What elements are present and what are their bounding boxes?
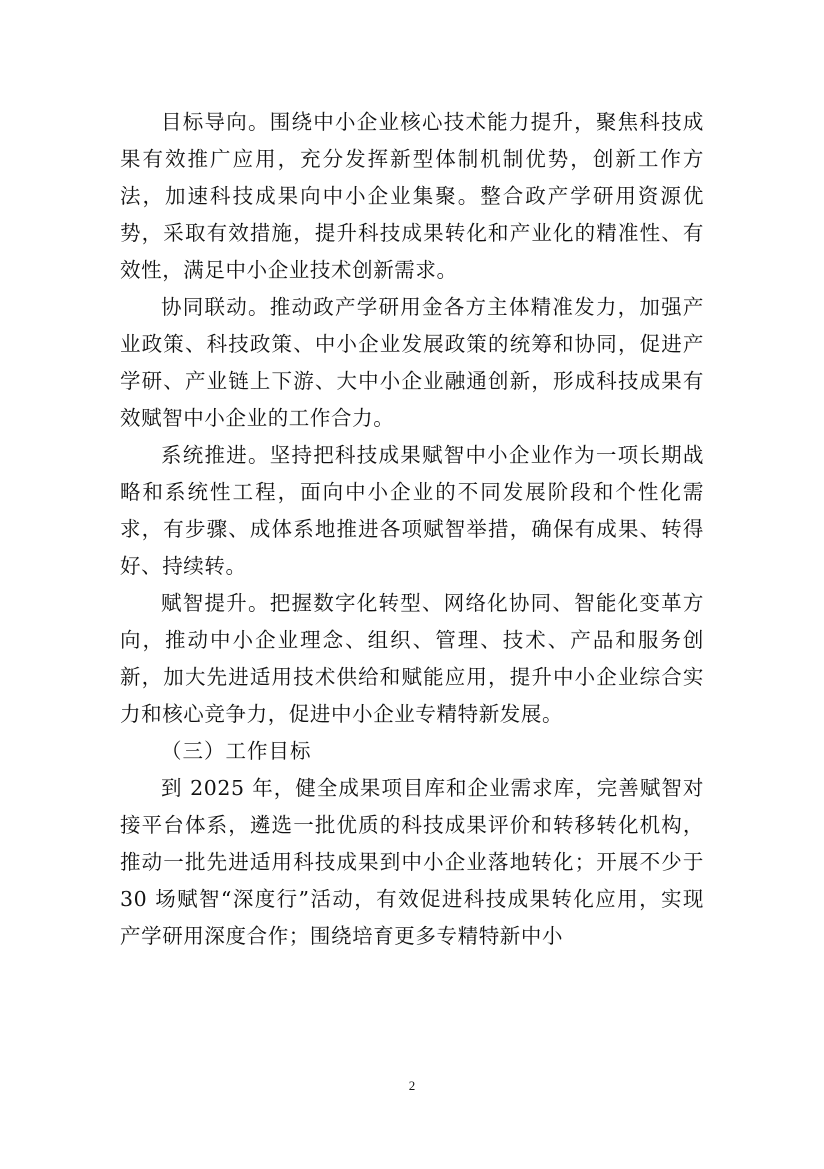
paragraph-work-goals: 到 2025 年，健全成果项目库和企业需求库，完善赋智对接平台体系，遴选一批优质的科技成果评价和转移转化机构，推动一批先进适用科技成果到中小企业落地转化；开展不少于 30 场赋智“深度行”活动，有效促进科技成果转化应用，实现产学研用深度合作；围绕培育更多专精特新中小 <box>120 776 704 948</box>
paragraph-systematic-advance: 系统推进。坚持把科技成果赋智中小企业作为一项长期战略和系统性工程，面向中小企业的不同发展阶段和个性化需求，有步骤、成体系地推进各项赋智举措，确保有成果、转得好、持续转。 <box>120 443 704 578</box>
paragraph-coordination: 协同联动。推动政产学研用金各方主体精准发力，加强产业政策、科技政策、中小企业发展政策的统筹和协同，促进产学研、产业链上下游、大中小企业融通创新，形成科技成果有效赋智中小企业的工作合力。 <box>120 295 704 430</box>
paragraph-goal-orientation: 目标导向。围绕中小企业核心技术能力提升，聚焦科技成果有效推广应用，充分发挥新型体制机制优势，创新工作方法，加速科技成果向中小企业集聚。整合政产学研用资源优势，采取有效措施，提升科技成果转化和产业化的精准性、有效性，满足中小企业技术创新需求。 <box>120 110 704 282</box>
page-number: 2 <box>408 1078 416 1093</box>
section-heading: （三）工作目标 <box>161 739 312 763</box>
body-text <box>120 104 704 955</box>
paragraph-empowerment: 赋智提升。把握数字化转型、网络化协同、智能化变革方向，推动中小企业理念、组织、管理、技术、产品和服务创新，加大先进适用技术供给和赋能应用，提升中小企业综合实力和核心竞争力，促进中小企业专精特新发展。 <box>120 591 704 726</box>
